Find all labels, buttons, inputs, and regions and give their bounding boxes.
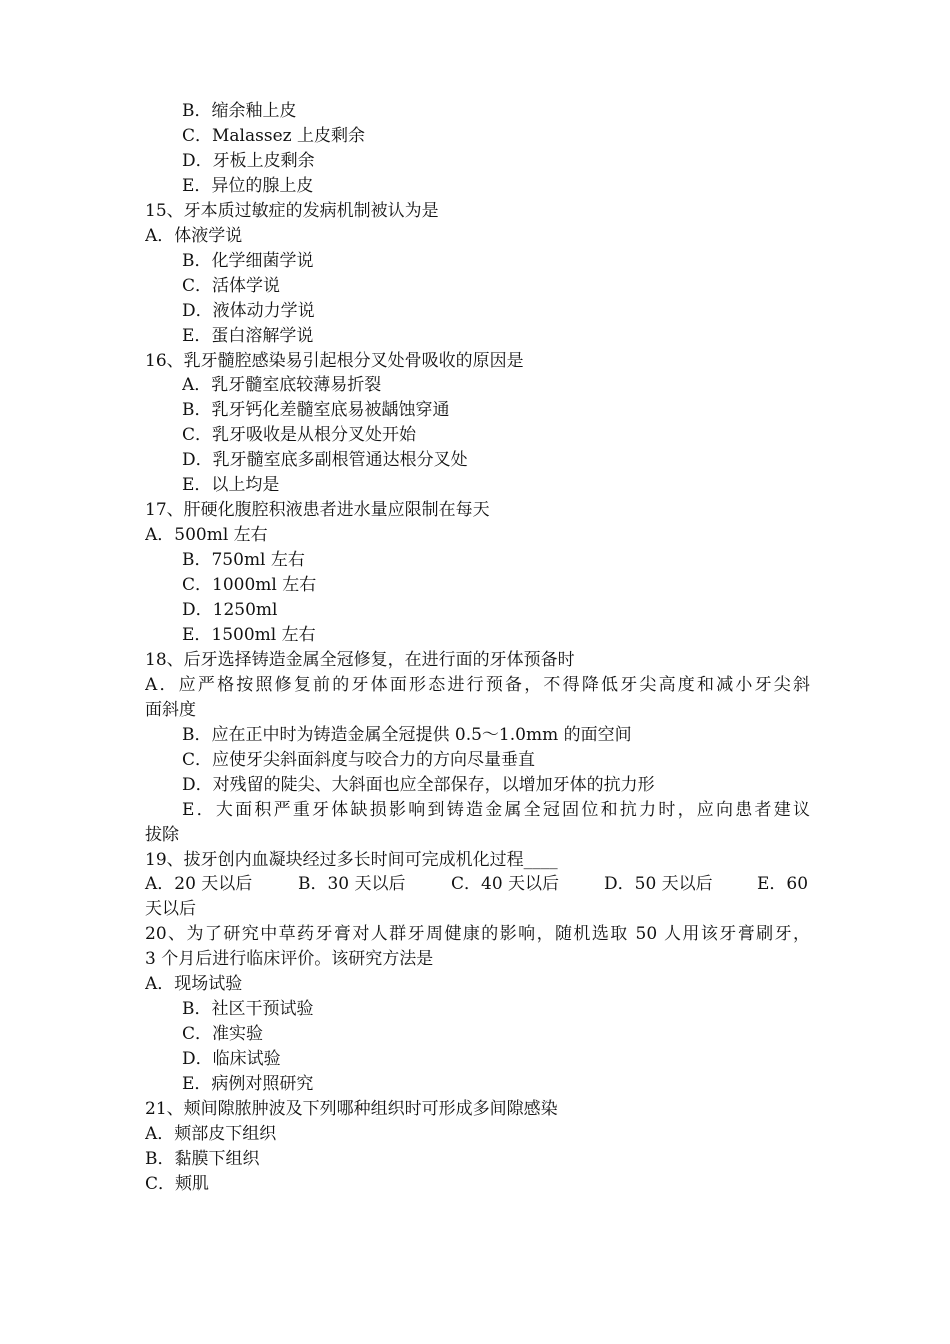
text-line: C．活体学说 [182,276,281,296]
text-line: B．应在正中时为铸造金属全冠提供 0.5～1.0mm 的面空间 [182,725,632,745]
text-line: E．蛋白溶解学说 [182,326,314,346]
text-line: D．临床试验 [182,1049,281,1069]
question-line: 16、乳牙髓腔感染易引起根分叉处骨吸收的原因是 [145,351,524,371]
q19-option: C．40 天以后 [451,874,560,894]
text-line: D．对残留的陡尖、大斜面也应全部保存，以增加牙体的抗力形 [182,775,655,795]
text-line: C．准实验 [182,1024,264,1044]
text-line: B．化学细菌学说 [182,251,314,271]
text-line: B．750ml 左右 [182,550,305,570]
text-line: A．现场试验 [145,974,243,994]
question-line: 21、颊间隙脓肿波及下列哪种组织时可形成多间隙感染 [145,1099,558,1119]
text-line: D．液体动力学说 [182,301,315,321]
text-line: C．颊肌 [145,1174,210,1194]
question-line: 15、牙本质过敏症的发病机制被认为是 [145,201,439,221]
text-line: A．500ml 左右 [145,525,268,545]
text-line: B．乳牙钙化差髓室底易被龋蚀穿通 [182,400,450,420]
text-line: 面斜度 [145,700,196,720]
question-line: 18、后牙选择铸造金属全冠修复，在进行面的牙体预备时 [145,650,575,670]
question-line: 20、为了研究中草药牙膏对人群牙周健康的影响，随机选取 50 人用该牙膏刷牙， [145,924,810,944]
q19-option: B．30 天以后 [298,874,406,894]
text-line: E．异位的腺上皮 [182,176,314,196]
text-line: 拔除 [145,825,179,845]
text-line: C．乳牙吸收是从根分叉处开始 [182,425,417,445]
q19-options-row [145,872,810,897]
question-line: 17、肝硬化腹腔积液患者进水量应限制在每天 [145,500,490,520]
text-line: E．大面积严重牙体缺损影响到铸造金属全冠固位和抗力时，应向患者建议 [182,800,810,820]
text-line: C．1000ml 左右 [182,575,317,595]
text-line: D．乳牙髓室底多副根管通达根分叉处 [182,450,468,470]
text-line: A．乳牙髓室底较薄易折裂 [182,375,382,395]
text-line: B．黏膜下组织 [145,1149,260,1169]
question-line: 19、拔牙创内血凝块经过多长时间可完成机化过程____ [145,850,558,870]
text-line: E．1500ml 左右 [182,625,316,645]
text-line: D．1250ml [182,600,278,620]
text-line: C．Malassez 上皮剩余 [182,126,365,146]
q19-option: D．50 天以后 [604,874,713,894]
text-line: E．以上均是 [182,475,280,495]
text-line: B．社区干预试验 [182,999,314,1019]
text-line: B．缩余釉上皮 [182,101,297,121]
text-line: A．体液学说 [145,226,243,246]
text-line: 3 个月后进行临床评价。该研究方法是 [145,949,434,969]
text-line: A．应严格按照修复前的牙体面形态进行预备，不得降低牙尖高度和减小牙尖斜 [145,675,810,695]
text-line: E．病例对照研究 [182,1074,314,1094]
q19-option: E．60 [757,874,809,894]
text-line: C．应使牙尖斜面斜度与咬合力的方向尽量垂直 [182,750,536,770]
q19-option: A．20 天以后 [145,874,253,894]
text-line: A．颊部皮下组织 [145,1124,277,1144]
text-line: D．牙板上皮剩余 [182,151,315,171]
text-line: 天以后 [145,899,196,919]
